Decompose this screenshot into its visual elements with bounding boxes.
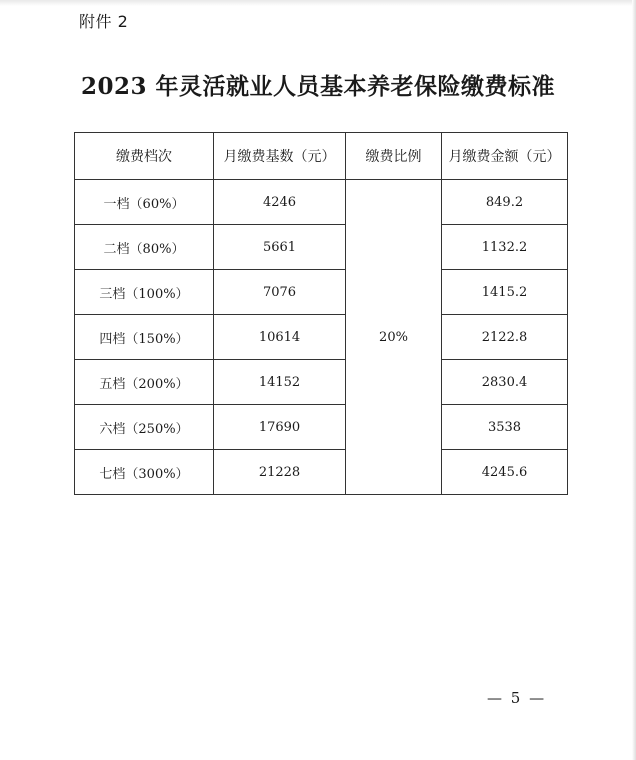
table-row xyxy=(75,360,568,405)
tier-cell: 七档（300%） xyxy=(75,450,214,495)
base-cell: 10614 xyxy=(214,315,346,360)
base-cell: 4246 xyxy=(214,180,346,225)
table-row xyxy=(75,405,568,450)
base-cell: 14152 xyxy=(214,360,346,405)
amount-cell: 2830.4 xyxy=(442,360,568,405)
table-row xyxy=(75,225,568,270)
tier-cell: 四档（150%） xyxy=(75,315,214,360)
header-tier: 缴费档次 xyxy=(75,133,214,180)
tier-cell: 一档（60%） xyxy=(75,180,214,225)
amount-cell: 4245.6 xyxy=(442,450,568,495)
document-title: 2023 年灵活就业人员基本养老保险缴费标准 xyxy=(80,73,556,100)
tier-cell: 六档（250%） xyxy=(75,405,214,450)
table-header-row xyxy=(75,133,568,180)
base-cell: 21228 xyxy=(214,450,346,495)
base-cell: 5661 xyxy=(214,225,346,270)
page-edge-shadow-right xyxy=(632,0,636,760)
amount-cell: 849.2 xyxy=(442,180,568,225)
table-row xyxy=(75,180,568,225)
ratio-cell: 20% xyxy=(346,180,442,495)
table-row xyxy=(75,315,568,360)
base-cell: 7076 xyxy=(214,270,346,315)
tier-cell: 五档（200%） xyxy=(75,360,214,405)
page-edge-shadow xyxy=(0,0,636,6)
header-ratio: 缴费比例 xyxy=(346,133,442,180)
attachment-label: 附件 2 xyxy=(79,12,129,31)
header-monthly-amount: 月缴费金额（元） xyxy=(442,133,568,180)
tier-cell: 三档（100%） xyxy=(75,270,214,315)
amount-cell: 1415.2 xyxy=(442,270,568,315)
amount-cell: 1132.2 xyxy=(442,225,568,270)
amount-cell: 3538 xyxy=(442,405,568,450)
amount-cell: 2122.8 xyxy=(442,315,568,360)
header-monthly-base: 月缴费基数（元） xyxy=(214,133,346,180)
table-row xyxy=(75,270,568,315)
contribution-table xyxy=(74,132,568,495)
table-row xyxy=(75,450,568,495)
page-number: — 5 — xyxy=(487,689,547,707)
base-cell: 17690 xyxy=(214,405,346,450)
tier-cell: 二档（80%） xyxy=(75,225,214,270)
